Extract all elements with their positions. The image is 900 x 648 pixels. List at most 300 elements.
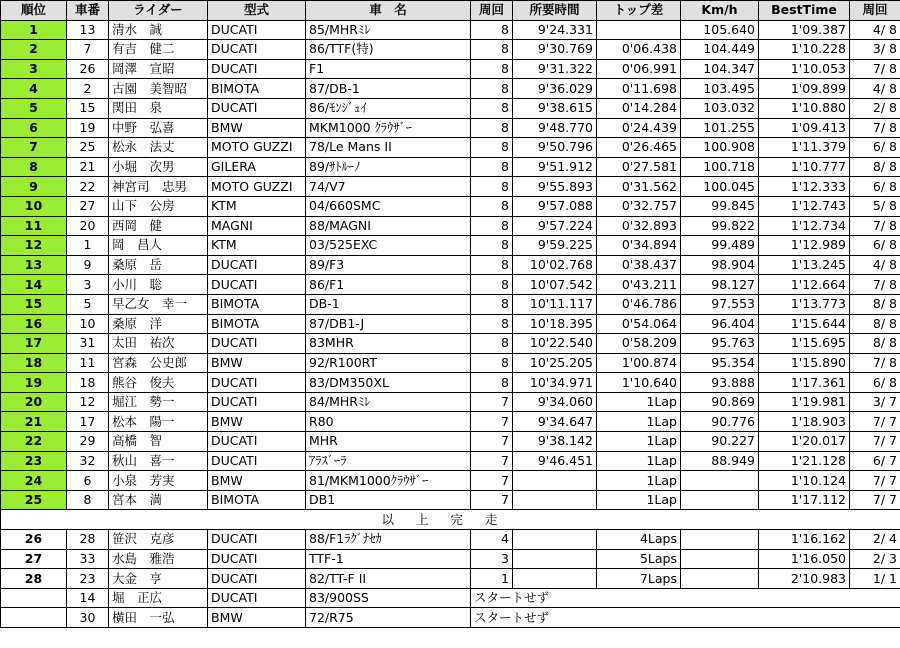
rider-cell: 清水 誠 (109, 20, 208, 40)
best-cell: 1'19.981 (759, 392, 850, 412)
finished-separator: 以上完走 (1, 510, 900, 530)
time-cell: 10'11.117 (513, 294, 597, 314)
results-body (1, 20, 900, 627)
speed-cell: 100.908 (681, 138, 759, 158)
speed-cell: 101.255 (681, 118, 759, 138)
dns-row (1, 588, 900, 608)
make-cell: BIMOTA (208, 314, 306, 334)
speed-cell: 97.553 (681, 294, 759, 314)
table-row (1, 530, 900, 550)
rider-cell: 熊谷 俊夫 (109, 373, 208, 393)
num-cell: 7 (67, 40, 109, 60)
speed-cell: 99.489 (681, 236, 759, 256)
model-cell: 89/ｻﾄﾙｰﾉ (306, 157, 471, 177)
make-cell: BIMOTA (208, 294, 306, 314)
table-row (1, 196, 900, 216)
bestlap-cell: 2/ 4 (850, 530, 900, 550)
make-cell: DUCATI (208, 373, 306, 393)
bestlap-cell: 6/ 8 (850, 177, 900, 197)
make-cell: DUCATI (208, 451, 306, 471)
speed-cell: 88.949 (681, 451, 759, 471)
laps-cell: 8 (471, 20, 513, 40)
pos-cell: 26 (1, 530, 67, 550)
bestlap-cell: 6/ 8 (850, 138, 900, 158)
table-row (1, 392, 900, 412)
bestlap-cell: 3/ 8 (850, 40, 900, 60)
best-cell: 1'12.333 (759, 177, 850, 197)
table-row (1, 255, 900, 275)
rider-cell: 岡澤 宣昭 (109, 59, 208, 79)
pos-cell: 8 (1, 157, 67, 177)
table-row (1, 275, 900, 295)
laps-cell: 7 (471, 451, 513, 471)
laps-cell: 7 (471, 490, 513, 510)
laps-cell: 8 (471, 118, 513, 138)
bestlap-cell: 6/ 8 (850, 236, 900, 256)
rider-cell: 宮森 公史郎 (109, 353, 208, 373)
pos-cell: 7 (1, 138, 67, 158)
laps-cell: 8 (471, 157, 513, 177)
pos-cell (1, 608, 67, 628)
gap-cell: 0'24.439 (597, 118, 681, 138)
make-cell: BMW (208, 118, 306, 138)
speed-cell: 98.904 (681, 255, 759, 275)
make-cell: DUCATI (208, 59, 306, 79)
pos-cell: 21 (1, 412, 67, 432)
rider-cell: 横田 一弘 (109, 608, 208, 628)
num-cell: 2 (67, 79, 109, 99)
gap-cell: 0'26.465 (597, 138, 681, 158)
bestlap-cell: 4/ 8 (850, 255, 900, 275)
speed-cell: 90.776 (681, 412, 759, 432)
pos-cell: 23 (1, 451, 67, 471)
time-cell: 9'34.060 (513, 392, 597, 412)
bestlap-cell: 8/ 8 (850, 294, 900, 314)
make-cell: BMW (208, 412, 306, 432)
pos-cell: 27 (1, 549, 67, 569)
table-row (1, 236, 900, 256)
model-cell: F1 (306, 59, 471, 79)
model-cell: 88/F1ﾗｸﾞﾅｾｶ (306, 530, 471, 550)
best-cell: 1'10.228 (759, 40, 850, 60)
best-cell: 1'21.128 (759, 451, 850, 471)
time-cell: 9'57.224 (513, 216, 597, 236)
rider-cell: 早乙女 幸一 (109, 294, 208, 314)
best-cell: 1'15.695 (759, 334, 850, 354)
best-cell: 1'09.387 (759, 20, 850, 40)
best-cell: 1'20.017 (759, 432, 850, 452)
laps-cell: 8 (471, 353, 513, 373)
bestlap-cell: 7/ 8 (850, 59, 900, 79)
pos-cell: 17 (1, 334, 67, 354)
time-cell (513, 569, 597, 589)
make-cell: DUCATI (208, 432, 306, 452)
rider-cell: 中野 弘喜 (109, 118, 208, 138)
model-cell: 86/F1 (306, 275, 471, 295)
table-row (1, 98, 900, 118)
laps-cell: 8 (471, 59, 513, 79)
header-laps: 周回 (471, 1, 513, 21)
gap-cell: 0'06.991 (597, 59, 681, 79)
bestlap-cell: 7/ 7 (850, 490, 900, 510)
gap-cell: 1Lap (597, 432, 681, 452)
num-cell: 11 (67, 353, 109, 373)
model-cell: 83MHR (306, 334, 471, 354)
bestlap-cell: 7/ 7 (850, 432, 900, 452)
time-cell: 10'02.768 (513, 255, 597, 275)
make-cell: DUCATI (208, 40, 306, 60)
num-cell: 1 (67, 236, 109, 256)
table-row (1, 177, 900, 197)
num-cell: 14 (67, 588, 109, 608)
make-cell: DUCATI (208, 255, 306, 275)
num-cell: 9 (67, 255, 109, 275)
rider-cell: 宮本 満 (109, 490, 208, 510)
rider-cell: 松本 陽一 (109, 412, 208, 432)
speed-cell: 99.845 (681, 196, 759, 216)
best-cell: 1'10.124 (759, 471, 850, 491)
header-bestlap: 周回 (850, 1, 900, 21)
laps-cell: 8 (471, 373, 513, 393)
make-cell: BIMOTA (208, 490, 306, 510)
num-cell: 31 (67, 334, 109, 354)
speed-cell: 95.354 (681, 353, 759, 373)
make-cell: GILERA (208, 157, 306, 177)
time-cell: 9'48.770 (513, 118, 597, 138)
rider-cell: 山下 公房 (109, 196, 208, 216)
num-cell: 18 (67, 373, 109, 393)
bestlap-cell: 6/ 7 (850, 451, 900, 471)
num-cell: 20 (67, 216, 109, 236)
num-cell: 12 (67, 392, 109, 412)
time-cell: 9'34.647 (513, 412, 597, 432)
best-cell: 1'10.880 (759, 98, 850, 118)
time-cell: 9'24.331 (513, 20, 597, 40)
header-model: 車 名 (306, 1, 471, 21)
num-cell: 23 (67, 569, 109, 589)
num-cell: 13 (67, 20, 109, 40)
rider-cell: 堀 正広 (109, 588, 208, 608)
time-cell: 9'59.225 (513, 236, 597, 256)
model-cell: 04/660SMC (306, 196, 471, 216)
speed-cell (681, 471, 759, 491)
time-cell (513, 471, 597, 491)
table-row (1, 334, 900, 354)
time-cell: 9'51.912 (513, 157, 597, 177)
laps-cell: 8 (471, 177, 513, 197)
model-cell: MKM1000 ｸﾗｳｻﾞｰ (306, 118, 471, 138)
gap-cell: 7Laps (597, 569, 681, 589)
best-cell: 1'11.379 (759, 138, 850, 158)
gap-cell: 1Lap (597, 412, 681, 432)
time-cell: 9'30.769 (513, 40, 597, 60)
pos-cell (1, 588, 67, 608)
table-row (1, 20, 900, 40)
speed-cell: 105.640 (681, 20, 759, 40)
bestlap-cell: 7/ 7 (850, 412, 900, 432)
rider-cell: 西岡 健 (109, 216, 208, 236)
make-cell: DUCATI (208, 392, 306, 412)
gap-cell: 0'32.893 (597, 216, 681, 236)
table-row (1, 432, 900, 452)
laps-cell: 7 (471, 471, 513, 491)
pos-cell: 11 (1, 216, 67, 236)
pos-cell: 12 (1, 236, 67, 256)
pos-cell: 4 (1, 79, 67, 99)
bestlap-cell: 7/ 8 (850, 216, 900, 236)
pos-cell: 20 (1, 392, 67, 412)
laps-cell: 8 (471, 196, 513, 216)
gap-cell: 0'46.786 (597, 294, 681, 314)
model-cell: 03/525EXC (306, 236, 471, 256)
time-cell: 9'31.322 (513, 59, 597, 79)
speed-cell (681, 549, 759, 569)
time-cell: 10'34.971 (513, 373, 597, 393)
rider-cell: 桑原 岳 (109, 255, 208, 275)
model-cell: 92/R100RT (306, 353, 471, 373)
make-cell: BMW (208, 353, 306, 373)
rider-cell: 岡 昌人 (109, 236, 208, 256)
model-cell: 81/MKM1000ｸﾗｳｻﾞｰ (306, 471, 471, 491)
rider-cell: 太田 祐次 (109, 334, 208, 354)
make-cell: DUCATI (208, 569, 306, 589)
speed-cell: 98.127 (681, 275, 759, 295)
pos-cell: 28 (1, 569, 67, 589)
rider-cell: 小川 聡 (109, 275, 208, 295)
make-cell: DUCATI (208, 20, 306, 40)
header-rider: ライダー (109, 1, 208, 21)
laps-cell: 7 (471, 432, 513, 452)
bestlap-cell: 7/ 8 (850, 353, 900, 373)
bestlap-cell: 2/ 3 (850, 549, 900, 569)
gap-cell: 0'27.581 (597, 157, 681, 177)
make-cell: MOTO GUZZI (208, 177, 306, 197)
model-cell: 74/V7 (306, 177, 471, 197)
num-cell: 29 (67, 432, 109, 452)
laps-cell: 8 (471, 334, 513, 354)
best-cell: 1'13.245 (759, 255, 850, 275)
laps-cell: 4 (471, 530, 513, 550)
rider-cell: 桑原 洋 (109, 314, 208, 334)
best-cell: 1'12.989 (759, 236, 850, 256)
speed-cell (681, 530, 759, 550)
time-cell: 9'57.088 (513, 196, 597, 216)
best-cell: 1'12.664 (759, 275, 850, 295)
pos-cell: 16 (1, 314, 67, 334)
rider-cell: 小堀 次男 (109, 157, 208, 177)
dns-row (1, 608, 900, 628)
make-cell: MOTO GUZZI (208, 138, 306, 158)
pos-cell: 24 (1, 471, 67, 491)
num-cell: 6 (67, 471, 109, 491)
best-cell: 1'13.773 (759, 294, 850, 314)
gap-cell (597, 20, 681, 40)
gap-cell: 0'34.894 (597, 236, 681, 256)
gap-cell: 0'06.438 (597, 40, 681, 60)
best-cell: 1'15.644 (759, 314, 850, 334)
rider-cell: 有吉 健二 (109, 40, 208, 60)
gap-cell: 0'14.284 (597, 98, 681, 118)
dns-note: スタートせず (471, 588, 900, 608)
make-cell: DUCATI (208, 275, 306, 295)
bestlap-cell: 8/ 8 (850, 157, 900, 177)
make-cell: BIMOTA (208, 79, 306, 99)
table-row (1, 353, 900, 373)
laps-cell: 8 (471, 255, 513, 275)
make-cell: DUCATI (208, 530, 306, 550)
bestlap-cell: 8/ 8 (850, 314, 900, 334)
time-cell (513, 530, 597, 550)
bestlap-cell: 1/ 1 (850, 569, 900, 589)
rider-cell: 水島 雅浩 (109, 549, 208, 569)
gap-cell: 1Lap (597, 392, 681, 412)
laps-cell: 7 (471, 412, 513, 432)
table-row (1, 549, 900, 569)
gap-cell: 0'31.562 (597, 177, 681, 197)
best-cell: 1'12.743 (759, 196, 850, 216)
make-cell: DUCATI (208, 334, 306, 354)
num-cell: 3 (67, 275, 109, 295)
laps-cell: 8 (471, 236, 513, 256)
model-cell: 87/DB-1 (306, 79, 471, 99)
time-cell: 9'55.893 (513, 177, 597, 197)
bestlap-cell: 4/ 8 (850, 79, 900, 99)
bestlap-cell: 5/ 8 (850, 196, 900, 216)
header-time: 所要時間 (513, 1, 597, 21)
laps-cell: 1 (471, 569, 513, 589)
best-cell: 2'10.983 (759, 569, 850, 589)
num-cell: 5 (67, 294, 109, 314)
num-cell: 8 (67, 490, 109, 510)
table-row (1, 59, 900, 79)
make-cell: BMW (208, 471, 306, 491)
time-cell (513, 549, 597, 569)
model-cell: 83/DM350XL (306, 373, 471, 393)
bestlap-cell: 2/ 8 (850, 98, 900, 118)
laps-cell: 8 (471, 79, 513, 99)
header-gap: トップ差 (597, 1, 681, 21)
speed-cell: 93.888 (681, 373, 759, 393)
time-cell: 9'38.615 (513, 98, 597, 118)
time-cell (513, 490, 597, 510)
header-row (1, 1, 900, 21)
laps-cell: 8 (471, 98, 513, 118)
model-cell: TTF-1 (306, 549, 471, 569)
make-cell: KTM (208, 236, 306, 256)
speed-cell: 104.449 (681, 40, 759, 60)
gap-cell: 0'11.698 (597, 79, 681, 99)
pos-cell: 15 (1, 294, 67, 314)
pos-cell: 1 (1, 20, 67, 40)
make-cell: DUCATI (208, 549, 306, 569)
rider-cell: 松永 法丈 (109, 138, 208, 158)
pos-cell: 18 (1, 353, 67, 373)
gap-cell: 0'43.211 (597, 275, 681, 295)
laps-cell: 8 (471, 216, 513, 236)
pos-cell: 25 (1, 490, 67, 510)
pos-cell: 5 (1, 98, 67, 118)
num-cell: 30 (67, 608, 109, 628)
table-row (1, 216, 900, 236)
model-cell: R80 (306, 412, 471, 432)
best-cell: 1'10.777 (759, 157, 850, 177)
model-cell: 84/MHRﾐﾚ (306, 392, 471, 412)
header-best: BestTime (759, 1, 850, 21)
make-cell: BMW (208, 608, 306, 628)
header-speed: Km/h (681, 1, 759, 21)
model-cell: 89/F3 (306, 255, 471, 275)
pos-cell: 6 (1, 118, 67, 138)
dns-note: スタートせず (471, 608, 900, 628)
speed-cell: 90.869 (681, 392, 759, 412)
gap-cell: 5Laps (597, 549, 681, 569)
model-cell: 86/ﾓﾝｼﾞｭｲ (306, 98, 471, 118)
rider-cell: 神宮司 忠男 (109, 177, 208, 197)
time-cell: 10'25.205 (513, 353, 597, 373)
laps-cell: 3 (471, 549, 513, 569)
best-cell: 1'12.734 (759, 216, 850, 236)
time-cell: 10'22.540 (513, 334, 597, 354)
make-cell: DUCATI (208, 588, 306, 608)
laps-cell: 8 (471, 314, 513, 334)
num-cell: 19 (67, 118, 109, 138)
pos-cell: 10 (1, 196, 67, 216)
table-row (1, 314, 900, 334)
speed-cell: 96.404 (681, 314, 759, 334)
pos-cell: 19 (1, 373, 67, 393)
make-cell: KTM (208, 196, 306, 216)
num-cell: 28 (67, 530, 109, 550)
rider-cell: 小泉 芳実 (109, 471, 208, 491)
num-cell: 26 (67, 59, 109, 79)
time-cell: 9'36.029 (513, 79, 597, 99)
gap-cell: 1'00.874 (597, 353, 681, 373)
bestlap-cell: 7/ 8 (850, 118, 900, 138)
best-cell: 1'10.053 (759, 59, 850, 79)
best-cell: 1'17.361 (759, 373, 850, 393)
model-cell: 72/R75 (306, 608, 471, 628)
best-cell: 1'17.112 (759, 490, 850, 510)
bestlap-cell: 8/ 8 (850, 334, 900, 354)
time-cell: 9'46.451 (513, 451, 597, 471)
table-row (1, 157, 900, 177)
best-cell: 1'15.890 (759, 353, 850, 373)
table-row (1, 79, 900, 99)
num-cell: 22 (67, 177, 109, 197)
speed-cell: 95.763 (681, 334, 759, 354)
separator-row (1, 510, 900, 530)
rider-cell: 関田 泉 (109, 98, 208, 118)
speed-cell (681, 490, 759, 510)
time-cell: 10'18.395 (513, 314, 597, 334)
best-cell: 1'09.413 (759, 118, 850, 138)
gap-cell: 1Lap (597, 490, 681, 510)
table-row (1, 490, 900, 510)
num-cell: 25 (67, 138, 109, 158)
table-row (1, 471, 900, 491)
table-row (1, 40, 900, 60)
rider-cell: 笹沢 克彦 (109, 530, 208, 550)
num-cell: 32 (67, 451, 109, 471)
model-cell: 87/DB1-J (306, 314, 471, 334)
laps-cell: 8 (471, 138, 513, 158)
model-cell: 86/TTF(特) (306, 40, 471, 60)
make-cell: DUCATI (208, 98, 306, 118)
best-cell: 1'16.050 (759, 549, 850, 569)
header-num: 車番 (67, 1, 109, 21)
pos-cell: 3 (1, 59, 67, 79)
rider-cell: 秋山 喜一 (109, 451, 208, 471)
